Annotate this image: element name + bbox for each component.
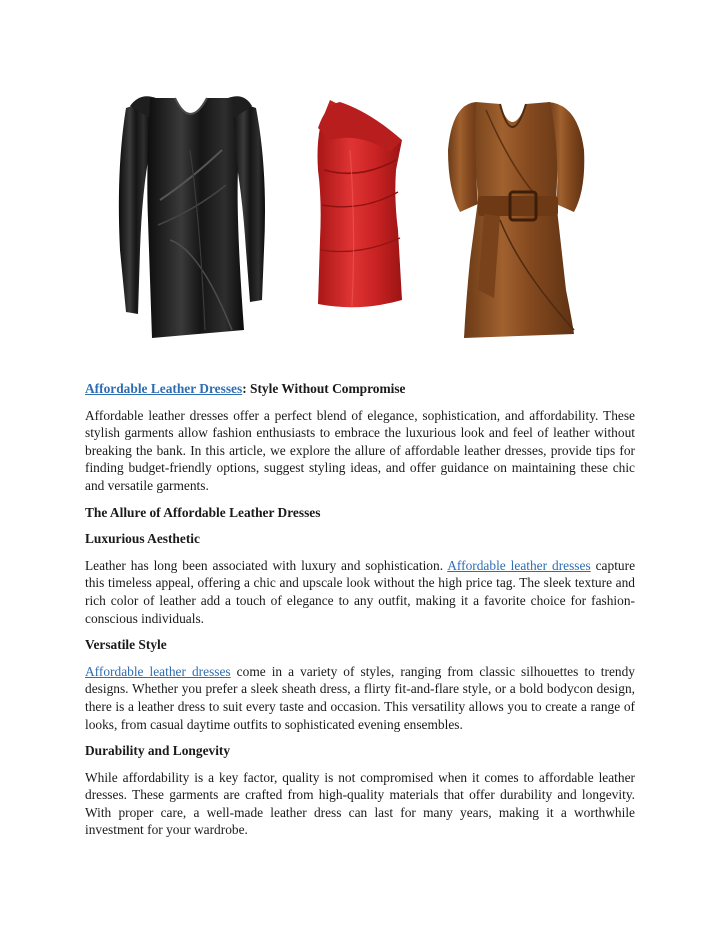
paragraph-luxurious-aesthetic bbox=[85, 557, 635, 627]
affordable-leather-dresses-link[interactable]: Affordable leather dresses bbox=[85, 663, 231, 679]
article-title bbox=[85, 380, 635, 398]
paragraph-versatile-style bbox=[85, 663, 635, 733]
brown-leather-dress-image bbox=[448, 102, 584, 338]
title-link[interactable]: Affordable Leather Dresses bbox=[85, 381, 243, 396]
hero-image bbox=[0, 0, 720, 360]
black-leather-dress-image bbox=[119, 96, 265, 338]
red-leather-dress-image bbox=[318, 100, 403, 307]
paragraph-text: capture this timeless appeal, offering a chic and upscale look without the high price tag. The sleek texture and rich color of leather add a touch of elegance to any outfit, making it a favorite choice for fashion-conscious individuals. bbox=[85, 557, 636, 626]
article-body bbox=[85, 380, 635, 848]
subheading-luxurious-aesthetic: Luxurious Aesthetic bbox=[85, 531, 200, 547]
subheading-durability: Durability and Longevity bbox=[85, 743, 231, 759]
paragraph-text: Leather has long been associated with luxury and sophistication. bbox=[85, 557, 448, 573]
paragraph-text: come in a variety of styles, ranging from classic silhouettes to trendy designs. Whether you prefer a sleek sheath dress, a flirty fit-and-flare style, or a bold bodycon design, there is a leather dress to suit every taste and occasion. This versatility allows you to create a range of looks, from casual daytime outfits to sophisticated evening ensembles. bbox=[85, 663, 635, 732]
title-rest: : Style Without Compromise bbox=[242, 381, 406, 396]
section-heading: The Allure of Affordable Leather Dresses bbox=[85, 504, 321, 520]
paragraph-durability: While affordability is a key factor, quality is not compromised when it comes to affordable leather dresses. These garments are crafted from high-quality materials that offer durability and longevity. With proper care, a well-made leather dress can last for many years, making it a worthwhile investment for your wardrobe. bbox=[85, 769, 635, 838]
subheading-versatile-style: Versatile Style bbox=[85, 637, 167, 653]
intro-paragraph: Affordable leather dresses offer a perfect blend of elegance, sophistication, and affordability. These stylish garments allow fashion enthusiasts to embrace the luxurious look and feel of leather without breaking the bank. In this article, we explore the allure of affordable leather dresses, provide tips for finding budget-friendly options, suggest styling ideas, and offer guidance on maintaining these chic and versatile garments. bbox=[85, 407, 635, 493]
affordable-leather-dresses-link[interactable]: Affordable leather dresses bbox=[447, 557, 591, 573]
